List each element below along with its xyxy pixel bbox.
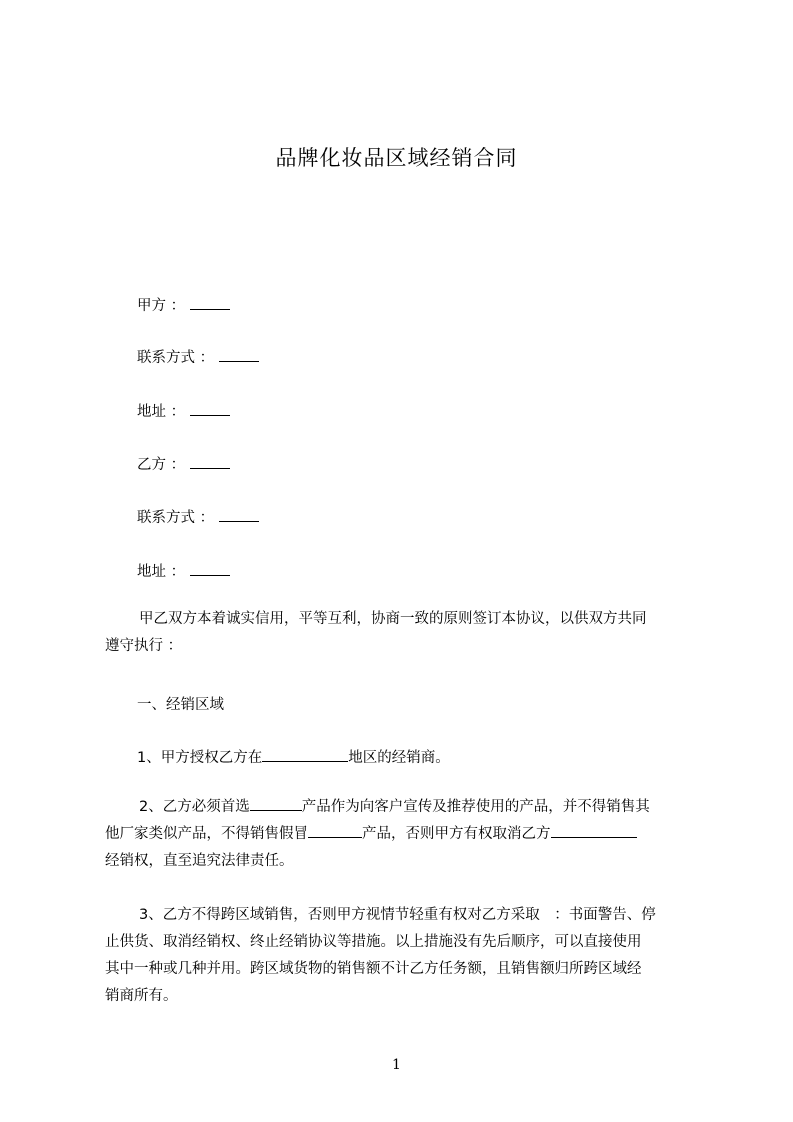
clause-1-text-after: 地区的经销商。 [348,750,450,766]
party-a-address-label: 地址 ： [137,404,186,420]
clause-2 [105,794,650,875]
party-a-contact-blank [219,349,259,362]
page-number: 1 [392,1057,401,1073]
party-a-contact-label: 联系方式 ： [137,350,215,366]
party-b-contact-label: 联系方式 ： [137,510,215,526]
clause-2-line-3: 经销权，直至追究法律责任。 [105,853,294,869]
clause-2-line-2-mid: 产品，否则甲方有权取消乙方 [362,826,551,842]
party-b-address-row [137,560,230,581]
party-a-address-row [137,400,230,421]
intro-line-2: 遵守执行 ： [105,638,183,654]
clause-2-line-2-before: 他厂家类似产品，不得销售假冒 [105,826,308,842]
clause-2-line-1-before: 2、乙方必须首选 [139,799,250,815]
clause-2-party-b-blank [551,825,637,838]
party-a-address-blank [190,403,230,416]
clause-2-product-blank [250,798,302,811]
clause-2-line-1-after: 产品作为向客户宣传及推荐使用的产品，并不得销售其 [301,799,650,815]
clause-2-fake-product-blank [308,825,362,838]
party-a-label: 甲方 ： [137,298,186,314]
clause-1-text-before: 1、甲方授权乙方在 [137,750,263,766]
intro-paragraph [105,606,647,660]
party-a-contact-row [137,346,259,367]
intro-line-1: 甲乙双方本着诚实信用，平等互利，协商一致的原则签订本协议，以供双方共同 [139,611,647,627]
party-b-contact-row [137,506,259,527]
party-b-contact-blank [219,509,259,522]
party-b-label: 乙方 ： [137,457,186,473]
clause-3-line-3: 其中一种或几种并用。跨区域货物的销售额不计乙方任务额，且销售额归所跨区域经 [105,961,642,977]
clause-3 [105,902,656,1010]
clause-1 [137,746,450,767]
clause-2-line-1 [105,794,650,821]
party-a-blank [190,297,230,310]
contract-title: 品牌化妆品区域经销合同 [275,146,518,170]
party-b-blank [190,456,230,469]
party-b-address-label: 地址 ： [137,564,186,580]
party-a-row [137,294,230,315]
party-b-address-blank [190,563,230,576]
clause-2-line-2 [105,821,650,848]
clause-3-line-4: 销商所有。 [105,988,178,1004]
clause-3-line-1: 3、乙方不得跨区域销售，否则甲方视情节轻重有权对乙方采取 ：书面警告、停 [139,907,656,923]
section-1-heading: 一、经销区域 [137,697,224,713]
clause-1-region-blank [262,749,348,762]
clause-3-line-2: 止供货、取消经销权、终止经销协议等措施。以上措施没有先后顺序，可以直接使用 [105,934,642,950]
party-b-row [137,453,230,474]
